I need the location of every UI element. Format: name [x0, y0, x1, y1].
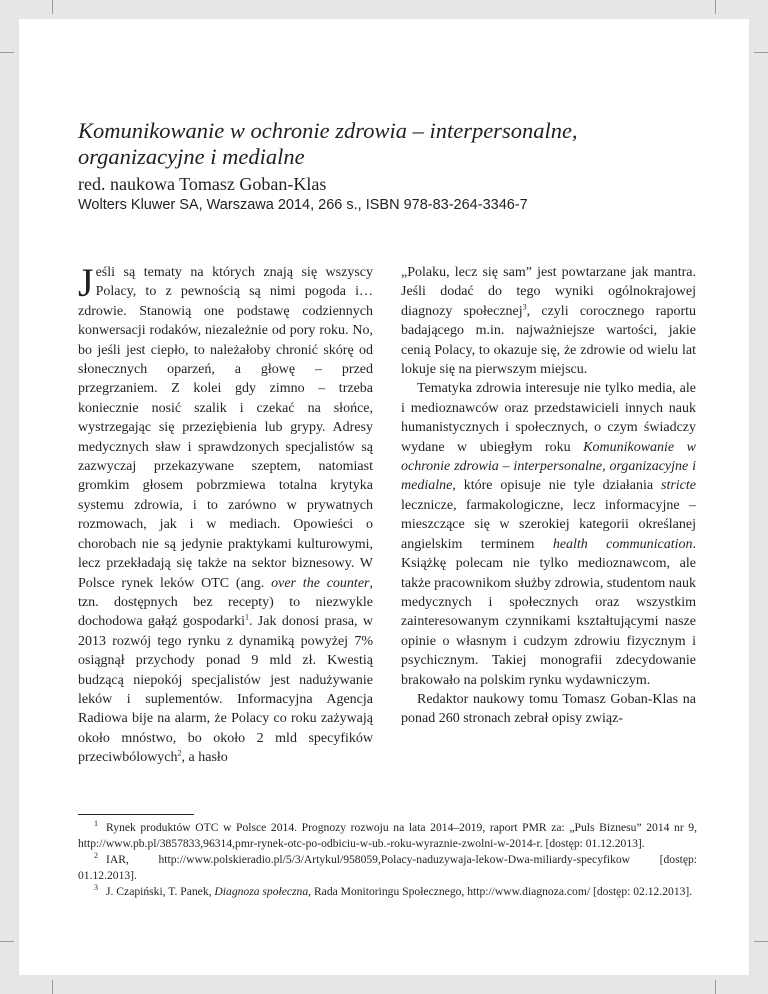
crop-mark [0, 52, 14, 53]
book-editor: red. naukowa Tomasz Goban-Klas [78, 174, 327, 194]
italic-run: stricte [661, 478, 696, 494]
footnote [78, 884, 697, 900]
crop-mark [52, 0, 53, 14]
footnote-text: IAR, http://www.polskieradio.pl/5/3/Artykul/958059,Polacy-naduzywaja-lekow-Dwa-miliardy-specyfikow [dostęp: 01.12.2013]. [78, 853, 697, 882]
italic-run: Komunikowanie w ochronie zdrowia – interpersonalne, organizacyjne i medialne [401, 439, 696, 494]
text-run: . Jak donosi prasa, w 2013 rozwój tego rynku z dynamiką powyżej 7% osiągnął przychody ponad 9 mld zł. Kwestią budzącą niepokój specjalistów jest nadużywanie leków i suplementów. Informacyjna Agencja Radiowa bije na alarm, że Polacy co roku zażywają około mnóstwo, bo około 2 mld specyfików przeciwbólowych [78, 614, 373, 766]
italic-run: over the counter [271, 575, 370, 591]
crop-mark [52, 980, 53, 994]
text-run: , które opisuje nie tyle działania [452, 478, 661, 494]
text-run: Tematyka zdrowia interesuje nie tylko media, ale i medioznawców oraz przedstawicieli innych nauk humanistycznych i społecznych, o czym świadczy wydane w ubiegłym roku [401, 381, 696, 455]
footnote-text: J. Czapiński, T. Panek, [106, 885, 215, 898]
text-run: , tzn. dostępnych bez recepty) to niezwykle dochodowa gałąź gospodarki [78, 575, 373, 630]
dropcap: J [78, 260, 94, 305]
crop-mark [754, 941, 768, 942]
right-column [401, 263, 696, 729]
footnote-number: 3 [94, 883, 98, 893]
paragraph [401, 263, 696, 379]
footnotes [78, 820, 697, 900]
footnote-number: 1 [94, 819, 98, 829]
text-run: lecznicze, farmakologiczne, lecz informacyjne – mieszczące się w szerokiej kategorii określanej angielskim terminem [401, 497, 696, 552]
crop-mark [715, 0, 716, 14]
footnote-ref: 2 [177, 748, 182, 758]
footnote [78, 820, 697, 852]
footnote-italic: Diagnoza społeczna [214, 885, 309, 898]
footnote-ref: 1 [244, 612, 249, 622]
book-title: Komunikowanie w ochronie zdrowia – interpersonalne, organizacyjne i medialne [78, 118, 578, 169]
text-run: eśli są tematy na których znają się wszyscy Polacy, to z pewnością są nimi pogoda i… zdrowie. Stanowią one podstawę codziennych konwersacji rodaków, niezależnie od pory roku. No, bo jeśli jest ciepło, to należałoby chronić skórę od słonecznych oparzeń, a głowę – przed przegrzaniem. Z kolei gdy zimno – trzeba koniecznie nosić szalik i czekać na słońce, wystrzegając się przeziębienia lub grypy. Adresy medycznych sław i sprawdzonych specjalistów są zazwyczaj przekazywane szeptem, natomiast gromkim głosem pobrzmiewa totalna krytyka systemu zdrowia, i to zarówno w prywatnych rozmowach, jak i w mediach. Opowieści o chorobach nie są jedynie praktykami kulturowymi, lecz przekładają się także na sektor biznesowy. W Polsce rynek leków OTC (ang. [78, 265, 373, 591]
left-column [78, 260, 373, 768]
paragraph [78, 260, 373, 768]
paragraph [401, 379, 696, 690]
text-run: , czyli corocznego raportu badającego m.in. najważniejsze wartości, jakie cenią Polacy, to okazuje się, że zdrowie od wielu lat lokuje się na pierwszym miejscu. [401, 303, 696, 378]
footnote-text: Rynek produktów OTC w Polsce 2014. Prognozy rozwoju na lata 2014–2019, raport PMR za: „Puls Biznesu” 2014 nr 9, http://www.pb.pl/3857833,96314,pmr-rynek-otc-po-odbiciu-w-ub.-roku-wyraznie-zwolni-w-2014-r. [dostęp: 01.12.2013]. [78, 821, 697, 850]
crop-mark [715, 980, 716, 994]
publication-info: Wolters Kluwer SA, Warszawa 2014, 266 s., ISBN 978-83-264-3346-7 [78, 197, 528, 213]
footnote-rule [78, 814, 194, 815]
text-run: „Polaku, lecz się sam” jest powtarzane jak mantra. Jeśli dodać do tego wyniki ogólnokrajowej diagnozy społecznej [401, 265, 696, 319]
footnote-ref: 3 [522, 302, 527, 312]
footnote [78, 852, 697, 884]
text-run: . Książkę polecam nie tylko medioznawcom, ale także pracownikom służby zdrowia, studentom nauk medycznych i społecznych oraz wszystkim zainteresowanym czynnikami kształtującymi nasze opinie o własnym i cudzym zdrowiu fizycznym i psychicznym. Takiej monografii zdecydowanie brakowało na polskim rynku wydawniczym. [401, 536, 696, 688]
footnote-text: , Rada Monitoringu Społecznego, http://www.diagnoza.com/ [dostęp: 02.12.2013]. [308, 885, 693, 898]
crop-mark [0, 941, 14, 942]
footnote-number: 2 [94, 851, 98, 861]
text-run: , a hasło [181, 750, 228, 766]
crop-mark [754, 52, 768, 53]
review-header [78, 118, 698, 214]
italic-run: health communication [552, 536, 693, 552]
paragraph: Redaktor naukowy tomu Tomasz Goban-Klas na ponad 260 stronach zebrał opisy związ- [401, 691, 696, 727]
